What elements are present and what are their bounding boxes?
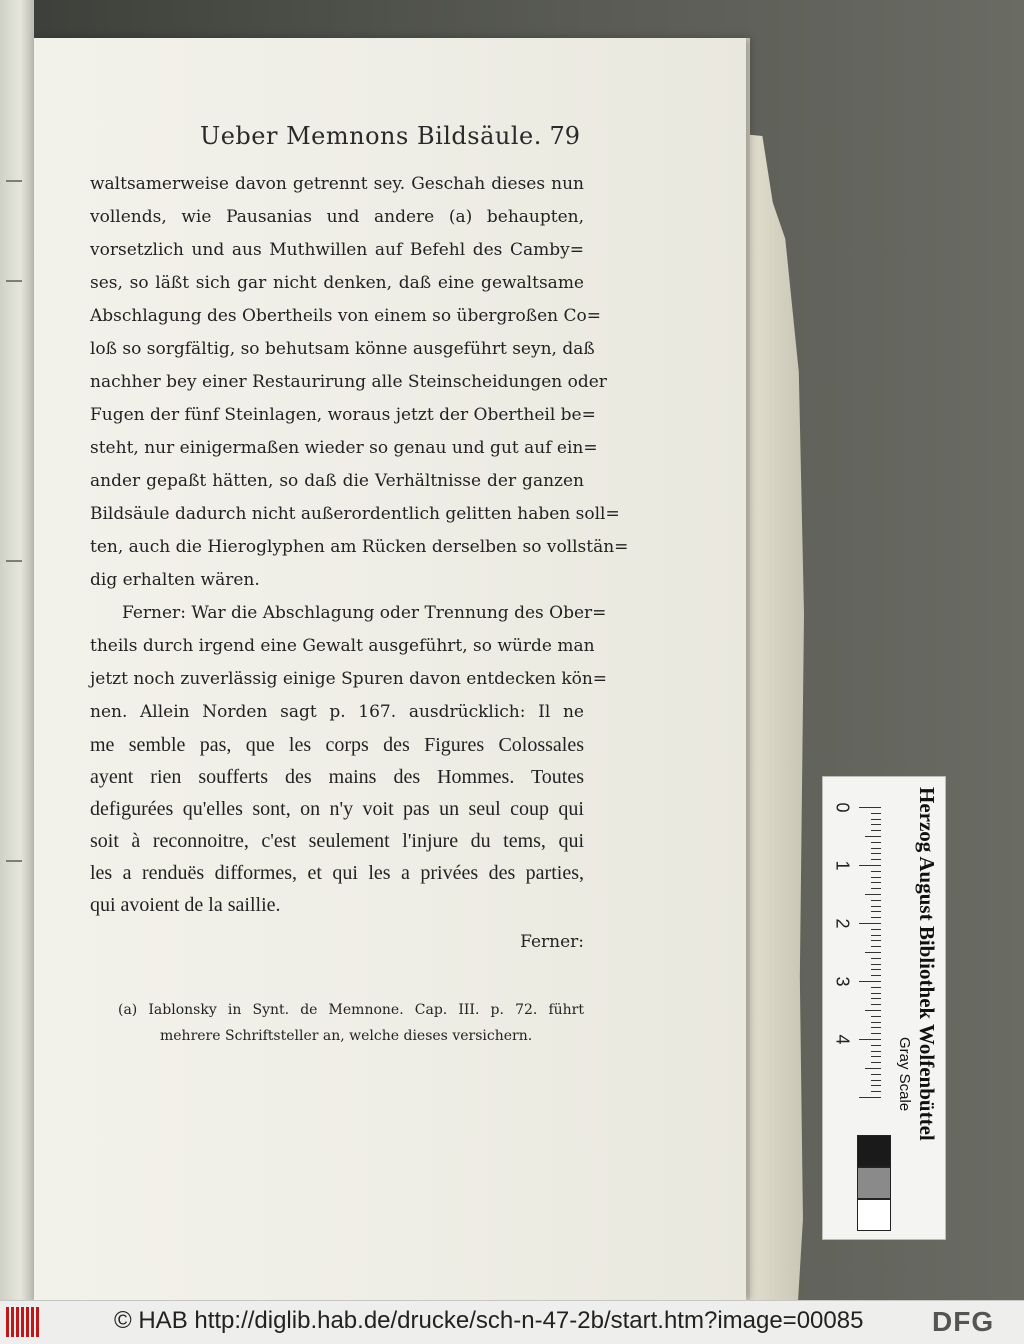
ruler-tick: [871, 882, 881, 883]
ruler-tick: [871, 929, 881, 930]
ruler-tick: [859, 1039, 881, 1040]
ruler-tick: [871, 946, 881, 947]
ruler-tick: [859, 1097, 881, 1098]
gray-scale-label: Gray Scale: [896, 1037, 913, 1112]
ruler-tick: [871, 917, 881, 918]
ruler-tick: [871, 987, 881, 988]
ruler-number: 4: [832, 1034, 853, 1045]
copyright-url: © HAB http://diglib.hab.de/drucke/sch-n-47-2b/start.htm?image=00085: [114, 1307, 864, 1334]
ruler-tick: [871, 877, 881, 878]
ruler-tick: [871, 1080, 881, 1081]
gray-scale-card: [822, 776, 946, 1240]
ruler-tick: [871, 998, 881, 999]
ruler-tick: [865, 952, 881, 953]
gray-swatches: [857, 1135, 891, 1231]
text-line: Ferner: War die Abschlagung oder Trennung des Ober=: [122, 603, 607, 623]
ruler-tick: [871, 824, 881, 825]
swatch-gray: [857, 1167, 891, 1199]
footnote-line: mehrere Schriftsteller an, welche dieses versichern.: [160, 1028, 533, 1044]
ruler-tick: [871, 906, 881, 907]
ruler-tick: [871, 1062, 881, 1063]
ruler-tick: [871, 1074, 881, 1075]
text-line: Bildsäule dadurch nicht außerordentlich gelitten haben soll=: [90, 504, 620, 524]
swatch-white: [857, 1199, 891, 1231]
ruler-tick: [871, 1051, 881, 1052]
ruler-tick: [871, 1027, 881, 1028]
french-quote-line: me semble pas, que les corps des Figures Colossales: [90, 734, 584, 756]
swatch-black: [857, 1135, 891, 1167]
ruler-tick: [865, 894, 881, 895]
text-line: steht, nur einigermaßen wieder so genau und gut auf ein=: [90, 438, 598, 458]
scale-label-area: [893, 787, 939, 1227]
dfg-logo: DFG: [932, 1306, 995, 1337]
ruler-tick: [871, 935, 881, 936]
text-line: vorsetzlich und aus Muthwillen auf Befehl des Camby=: [90, 240, 584, 260]
ruler-tick: [871, 1091, 881, 1092]
ruler-tick: [871, 911, 881, 912]
ruler-number: 0: [832, 802, 853, 813]
ruler-tick: [865, 1010, 881, 1011]
ruler-tick: [871, 975, 881, 976]
ruler-tick: [871, 1033, 881, 1034]
text-line: theils durch irgend eine Gewalt ausgeführt, so würde man: [90, 636, 595, 656]
text-line: ses, so läßt sich gar nicht denken, daß eine gewaltsame: [90, 273, 584, 293]
text-line: waltsamerweise davon getrennt sey. Geschah dieses nun: [90, 174, 584, 194]
ruler-tick: [859, 981, 881, 982]
ruler-tick: [859, 807, 881, 808]
ruler-number: 3: [832, 976, 853, 987]
running-header: [200, 122, 580, 156]
ruler-tick: [871, 859, 881, 860]
ruler-tick: [871, 900, 881, 901]
page-number: 79: [549, 122, 580, 150]
text-line: ander gepaßt hätten, so daß die Verhältnisse der ganzen: [90, 471, 584, 491]
institution-name: Herzog August Bibliothek Wolfenbüttel: [915, 787, 939, 1141]
ruler-tick: [871, 848, 881, 849]
ruler-tick: [871, 1045, 881, 1046]
text-line: dig erhalten wären.: [90, 570, 260, 590]
ruler-tick: [871, 1016, 881, 1017]
left-book-leaf: [0, 0, 34, 1300]
ruler-tick: [871, 1004, 881, 1005]
ruler-tick: [871, 819, 881, 820]
ruler-tick: [871, 1085, 881, 1086]
text-line: jetzt noch zuverlässig einige Spuren davon entdecken kön=: [90, 669, 608, 689]
ruler-tick: [871, 842, 881, 843]
text-line: nen. Allein Norden sagt p. 167. ausdrücklich: Il ne: [90, 702, 584, 722]
text-line: ten, auch die Hieroglyphen am Rücken derselben so vollstän=: [90, 537, 629, 557]
ruler-tick: [871, 830, 881, 831]
text-line: Abschlagung des Obertheils von einem so übergroßen Co=: [90, 306, 602, 326]
french-quote-line: soit à reconnoitre, c'est seulement l'injure du tems, qui: [90, 830, 584, 852]
ruler-tick: [871, 964, 881, 965]
ruler-tick: [865, 836, 881, 837]
ruler-tick: [865, 1068, 881, 1069]
ruler-number: 2: [832, 918, 853, 929]
ruler-tick: [871, 1022, 881, 1023]
ruler-tick: [871, 958, 881, 959]
french-quote-line: qui avoient de la saillie.: [90, 894, 281, 916]
footer-bar: [0, 1300, 1024, 1344]
ruler-tick: [859, 865, 881, 866]
text-line: nachher bey einer Restaurirung alle Steinscheidungen oder: [90, 372, 607, 392]
text-line: vollends, wie Pausanias und andere (a) behaupten,: [90, 207, 584, 227]
french-quote-line: ayent rien soufferts des mains des Hommes. Toutes: [90, 766, 584, 788]
footnote-line: (a) Iablonsky in Synt. de Memnone. Cap. III. p. 72. führt: [118, 1002, 584, 1018]
ruler-tick: [871, 853, 881, 854]
text-line: loß so sorgfältig, so behutsam könne ausgeführt seyn, daß: [90, 339, 595, 359]
ruler-tick: [871, 940, 881, 941]
ruler-tick: [871, 993, 881, 994]
ruler-tick: [871, 871, 881, 872]
text-line: Fugen der fünf Steinlagen, woraus jetzt der Obertheil be=: [90, 405, 596, 425]
catchword: Ferner:: [520, 932, 584, 952]
running-title: Ueber Memnons Bildsäule.: [200, 122, 542, 150]
hab-logo-icon: [6, 1307, 40, 1337]
ruler-tick: [871, 969, 881, 970]
ruler-tick: [859, 923, 881, 924]
french-quote-line: defigurées qu'elles sont, on n'y voit pas un seul coup qui: [90, 798, 584, 820]
ruler-tick: [871, 888, 881, 889]
french-quote-line: les a renduës difformes, et qui les a privées des parties,: [90, 862, 584, 884]
ruler-tick: [871, 1056, 881, 1057]
ruler-number: 1: [832, 860, 853, 871]
ruler-tick: [871, 813, 881, 814]
